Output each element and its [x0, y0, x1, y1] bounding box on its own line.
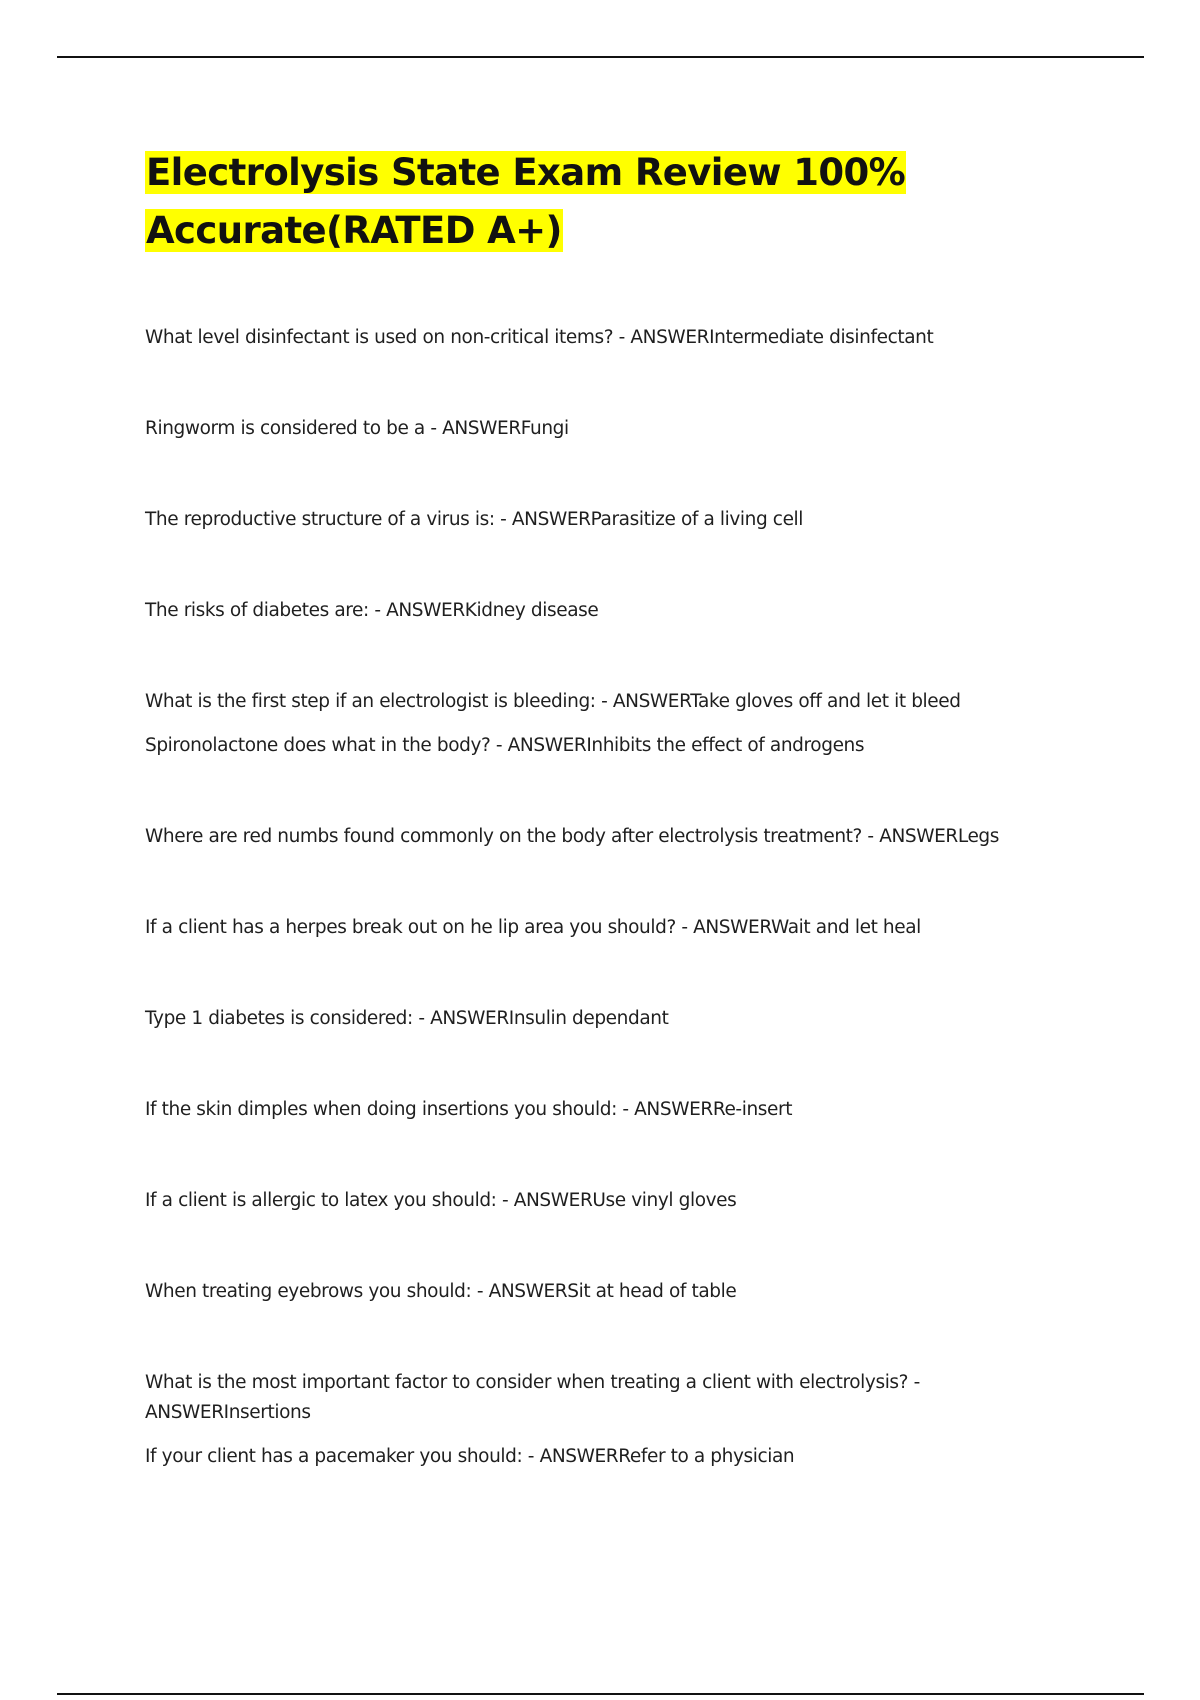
qa-item: What is the most important factor to consider when treating a client with electrolysis? - ANSWERInsertions [145, 1372, 920, 1423]
qa-item: If the skin dimples when doing insertions you should: - ANSWERRe-insert [145, 1099, 793, 1120]
qa-item: If a client has a herpes break out on he lip area you should? - ANSWERWait and let heal [145, 917, 921, 938]
qa-item: When treating eyebrows you should: - ANSWERSit at head of table [145, 1281, 737, 1302]
header-rule [57, 56, 1144, 58]
qa-item: The risks of diabetes are: - ANSWERKidney disease [145, 600, 599, 621]
qa-item: The reproductive structure of a virus is: - ANSWERParasitize of a living cell [145, 509, 804, 530]
document-title [145, 144, 1045, 260]
qa-item: If a client is allergic to latex you should: - ANSWERUse vinyl gloves [145, 1190, 737, 1211]
qa-item: If your client has a pacemaker you should: - ANSWERRefer to a physician [145, 1446, 795, 1467]
qa-item: Spironolactone does what in the body? - ANSWERInhibits the effect of androgens [145, 735, 865, 756]
footer-rule [57, 1693, 1144, 1695]
qa-item: Ringworm is considered to be a - ANSWERFungi [145, 418, 569, 439]
qa-item: What is the first step if an electrologist is bleeding: - ANSWERTake gloves off and let it bleed [145, 691, 961, 712]
qa-item: Where are red numbs found commonly on the body after electrolysis treatment? - ANSWERLegs [145, 826, 1000, 847]
qa-item: What level disinfectant is used on non-critical items? - ANSWERIntermediate disinfectant [145, 327, 934, 348]
document-title-highlight: Electrolysis State Exam Review 100% Accurate(RATED A+) [146, 151, 906, 252]
qa-item: Type 1 diabetes is considered: - ANSWERInsulin dependant [145, 1008, 669, 1029]
